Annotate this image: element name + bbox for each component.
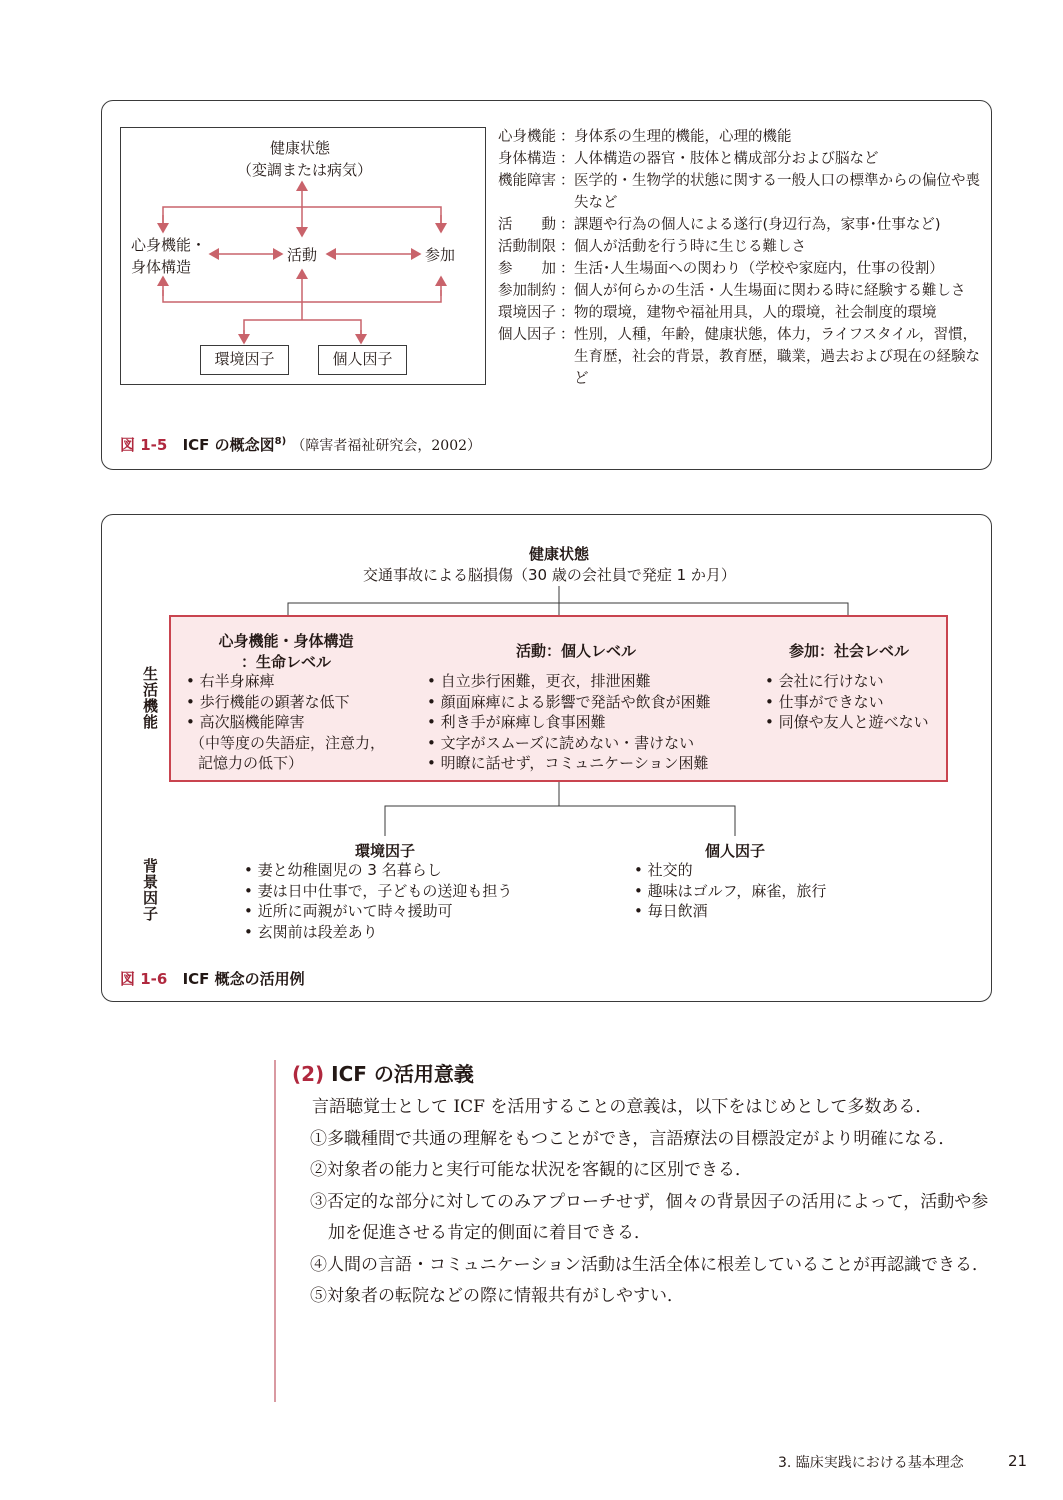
section-intro: 言語聴覚士として ICF を活用することの意義は，以下をはじめとして多数ある． [312, 1097, 933, 1117]
caption-number: 図 1-5 [120, 436, 168, 454]
definition-text: 個人が何らかの生活・人生場面に関わる時に経験する難しさ [574, 283, 966, 299]
body-function-label-2: 身体構造 [131, 258, 192, 276]
env-factor-list [244, 860, 512, 942]
definition-text: 個人が活動を行う時に生じる難しさ [574, 239, 806, 255]
list-item: • 近所に両親がいて時々援助可 [244, 901, 512, 922]
definition-colon: ： [560, 151, 575, 167]
fig6-health-desc: 交通事故による脳損傷（30 歳の会社員で発症 1 か月） [363, 566, 736, 584]
list-item: • 明瞭に話せず，コミュニケーション困難 [427, 753, 711, 774]
definition-term: 機能障害 [498, 173, 556, 189]
definition-term: 環境因子 [498, 305, 556, 321]
definition-text: 物的環境，建物や福祉用具，人的環境，社会制度的環境 [574, 305, 937, 321]
definition-text: 性別，人種，年齢，健康状態，体力，ライフスタイル，習慣，生育歴，社会的背景，教育歴，職業，過去および現在の経験など [574, 327, 980, 387]
health-condition-label: 健康状態 [270, 139, 331, 157]
definition-colon: ： [560, 261, 575, 277]
list-item-sub: （中等度の失語症，注意力， [190, 733, 386, 752]
caption-title: ICF の概念図 [182, 436, 275, 454]
list-item: • 右半身麻痺 [186, 671, 385, 692]
definition-colon: ： [560, 239, 575, 255]
definition-term: 個人因子 [498, 327, 556, 343]
definition-text: 人体構造の器官・肢体と構成部分および脳など [574, 151, 879, 167]
life-function-vertical-label: 生活機能 [141, 666, 159, 730]
personal-factor-box: 個人因子 [318, 345, 407, 375]
list-item: • 社交的 [634, 860, 826, 881]
definition-text: 医学的・生物学的状態に関する一般人口の標準からの偏位や喪失など [574, 173, 980, 211]
section-title-text: ICF の活用意義 [331, 1062, 474, 1086]
caption-source: （障害者福祉研究会，2002） [291, 438, 482, 454]
section-heading [292, 1058, 474, 1087]
benefit-item: ⑤対象者の転院などの際に情報共有がしやすい． [310, 1286, 684, 1306]
env-factor-box: 環境因子 [200, 345, 289, 375]
list-item: • 妻は日中仕事で，子どもの送迎も担う [244, 881, 512, 902]
list-item: • 文字がスムーズに読めない・書けない [427, 733, 711, 754]
col3-title: 参加：社会レベル [788, 642, 909, 660]
page-number: 21 [1008, 1452, 1028, 1470]
env-factor-title: 環境因子 [354, 842, 415, 860]
col1-title-1: 心身機能・身体構造 [218, 632, 354, 650]
definition-text: 生活･人生場面への関わり（学校や家庭内，仕事の役割） [574, 261, 944, 277]
col2-title: 活動：個人レベル [515, 642, 636, 660]
fig6-health-title: 健康状態 [528, 545, 589, 563]
benefit-item: ④人間の言語・コミュニケーション活動は生活全体に根差していることが再認識できる． [310, 1254, 989, 1275]
definition-colon: ： [560, 173, 575, 189]
definition-term: 活 動 [498, 217, 556, 233]
list-item: • 利き手が麻痺し食事困難 [427, 712, 711, 733]
list-item: • 会社に行けない [765, 671, 929, 692]
list-item: • 高次脳機能障害 [186, 712, 385, 733]
caption-number: 図 1-6 [120, 970, 168, 988]
personal-factor-list [634, 860, 826, 922]
definition-text: 身体系の生理的機能，心理的機能 [574, 129, 792, 145]
list-item: • 玄関前は段差あり [244, 922, 512, 943]
list-item: • 自立歩行困難，更衣，排泄困難 [427, 671, 711, 692]
figure-1-6-caption [120, 968, 305, 989]
footer-chapter: 3. 臨床実践における基本理念 [778, 1455, 964, 1471]
definition-text: 課題や行為の個人による遂行(身辺行為，家事･仕事など) [574, 217, 941, 233]
definition-term: 参加制約 [498, 283, 556, 299]
benefit-item: ③否定的な部分に対してのみアプローチせず，個々の背景因子の活用によって，活動や参加を促進させる肯定的側面に着目できる． [310, 1191, 989, 1243]
list-item: • 趣味はゴルフ，麻雀，旅行 [634, 881, 826, 902]
section-body [310, 1092, 1000, 1313]
col1-title-2: ：生命レベル [240, 653, 331, 671]
list-item: • 同僚や友人と遊べない [765, 712, 929, 733]
list-item: • 仕事ができない [765, 692, 929, 713]
background-factor-vertical-label: 背景因子 [141, 858, 159, 922]
caption-ref: 8) [274, 436, 287, 447]
benefit-item: ①多職種間で共通の理解をもつことができ，言語療法の目標設定がより明確になる． [310, 1128, 956, 1149]
activity-label: 活動 [287, 246, 318, 264]
definition-colon: ： [560, 283, 575, 299]
body-function-label-1: 心身機能・ [131, 236, 207, 254]
caption-title: ICF 概念の活用例 [182, 970, 305, 988]
participation-label: 参加 [425, 246, 456, 264]
definition-term: 参 加 [498, 261, 556, 277]
definition-colon: ： [560, 327, 575, 343]
benefit-item: ②対象者の能力と実行可能な状況を客観的に区別できる． [310, 1160, 752, 1180]
definition-term: 心身機能 [498, 129, 556, 145]
definition-term: 活動制限 [498, 239, 556, 255]
list-item: • 妻と幼稚園児の 3 名暮らし [244, 860, 512, 881]
col2-list [427, 671, 711, 774]
definition-term: 身体構造 [498, 151, 556, 167]
list-item: • 毎日飲酒 [634, 901, 826, 922]
list-item: • 顔面麻痺による影響で発話や飲食が困難 [427, 692, 711, 713]
col1-list [186, 671, 385, 774]
list-item: • 歩行機能の顕著な低下 [186, 692, 385, 713]
list-item-sub: 記憶力の低下） [198, 754, 304, 772]
definition-colon: ： [560, 129, 575, 145]
col3-list [765, 671, 929, 733]
personal-factor-title: 個人因子 [704, 842, 765, 860]
health-condition-sub: （変調または病気） [237, 161, 373, 179]
definition-colon: ： [560, 305, 575, 321]
section-left-rule [274, 1060, 276, 1402]
definition-colon: ： [560, 217, 575, 233]
section-number: (2) [292, 1062, 325, 1086]
